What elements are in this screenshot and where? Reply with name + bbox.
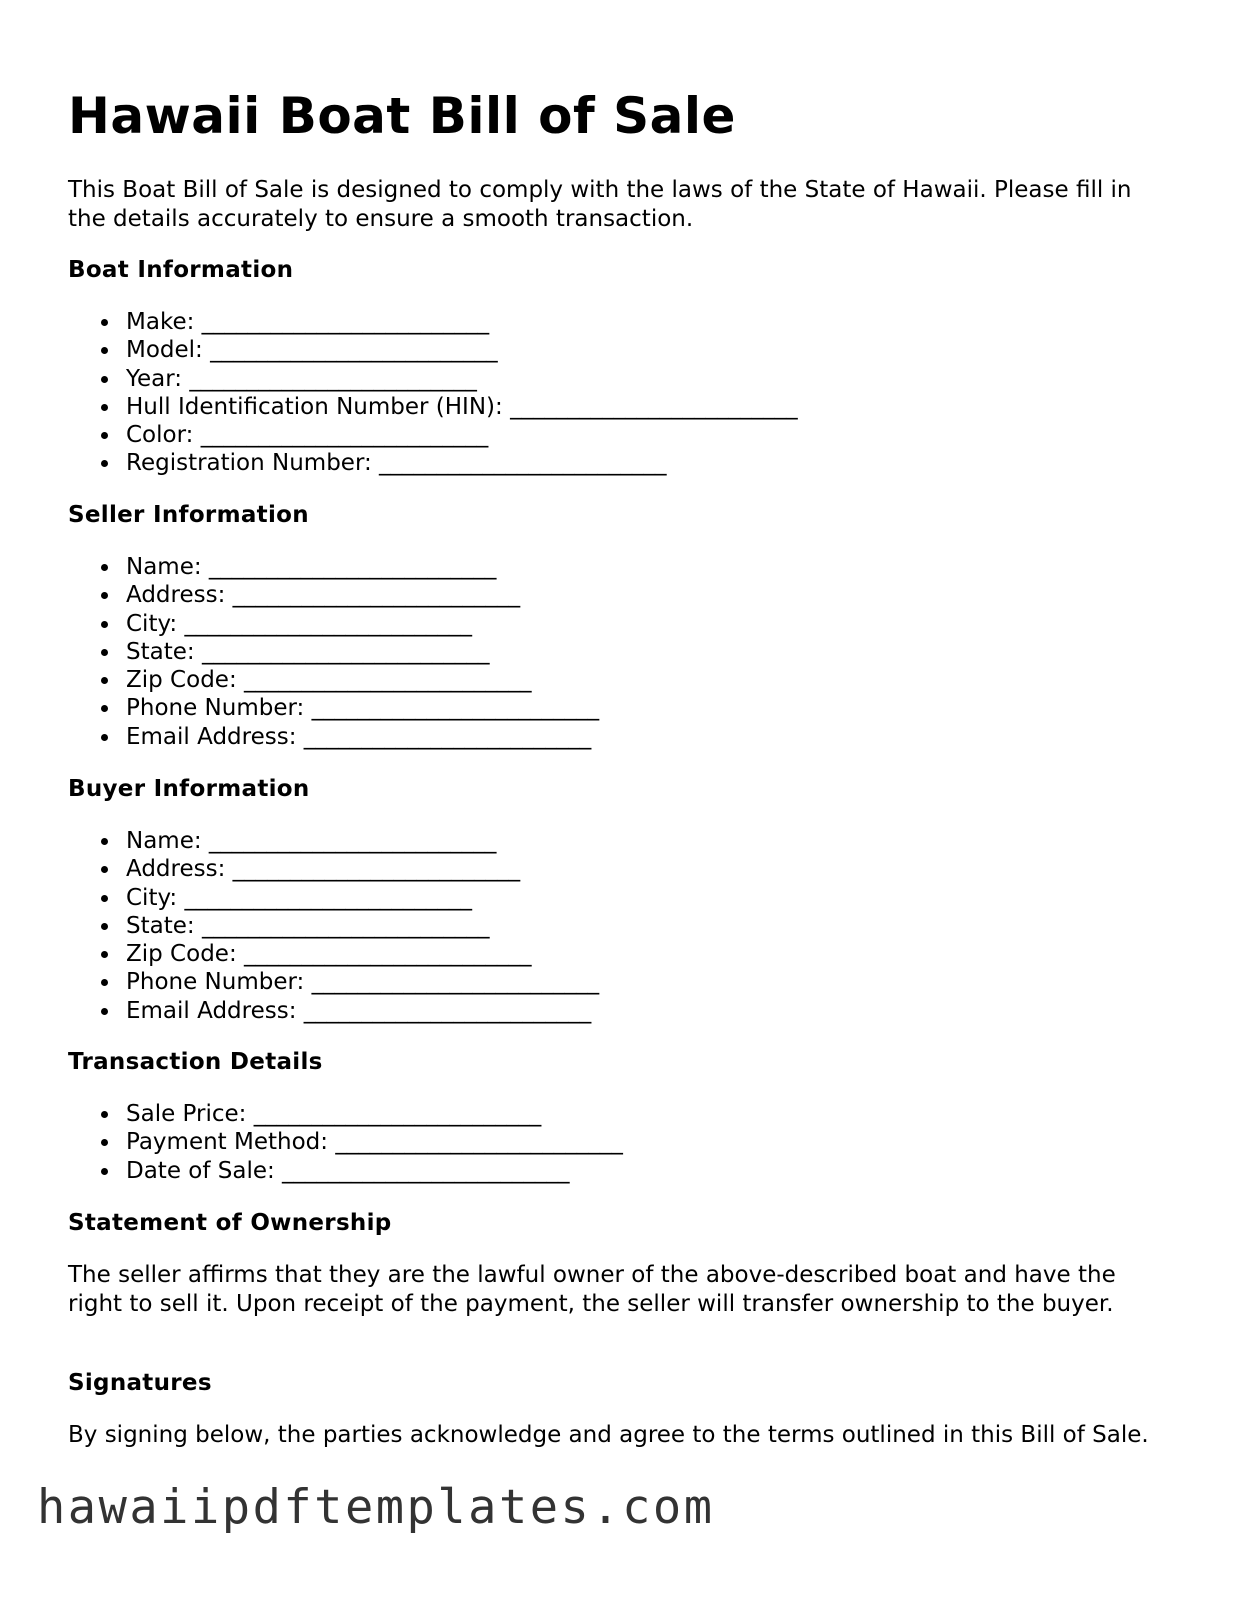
- boat-year-field: Year: _________________________: [68, 365, 1168, 393]
- seller-name-field: Name: _________________________: [68, 553, 1168, 581]
- page-title: Hawaii Boat Bill of Sale: [68, 87, 736, 145]
- buyer-information-list: [68, 827, 1168, 1025]
- boat-make-field: Make: _________________________: [68, 308, 1168, 336]
- ownership-section: [68, 1209, 1168, 1318]
- seller-state-field: State: _________________________: [68, 638, 1168, 666]
- watermark-text: hawaiipdftemplates.com: [37, 1480, 715, 1535]
- seller-city-field: City: _________________________: [68, 610, 1168, 638]
- boat-information-section: [68, 256, 1168, 478]
- signatures-heading: Signatures: [68, 1370, 212, 1396]
- intro-paragraph: This Boat Bill of Sale is designed to comply with the laws of the State of Hawaii. Please fill in the details accurately to ensure a smooth transaction.: [68, 177, 1132, 232]
- boat-registration-field: Registration Number: _________________________: [68, 449, 1168, 477]
- sale-price-field: Sale Price: _________________________: [68, 1100, 1168, 1128]
- seller-address-field: Address: _________________________: [68, 581, 1168, 609]
- seller-phone-field: Phone Number: _________________________: [68, 694, 1168, 722]
- buyer-name-field: Name: _________________________: [68, 827, 1168, 855]
- buyer-zip-field: Zip Code: _________________________: [68, 940, 1168, 968]
- date-of-sale-field: Date of Sale: _________________________: [68, 1157, 1168, 1185]
- buyer-phone-field: Phone Number: _________________________: [68, 968, 1168, 996]
- transaction-details-list: [68, 1100, 1168, 1185]
- transaction-details-section: [68, 1048, 1168, 1185]
- seller-information-section: [68, 501, 1168, 751]
- ownership-paragraph: The seller affirms that they are the lawful owner of the above-described boat and have the right to sell it. Upon receipt of the payment, the seller will transfer ownership to the buyer.: [68, 1262, 1116, 1317]
- buyer-email-field: Email Address: _________________________: [68, 997, 1168, 1025]
- boat-information-heading: Boat Information: [68, 257, 294, 283]
- transaction-details-heading: Transaction Details: [68, 1049, 323, 1075]
- buyer-information-section: [68, 775, 1168, 1025]
- buyer-city-field: City: _________________________: [68, 884, 1168, 912]
- buyer-address-field: Address: _________________________: [68, 855, 1168, 883]
- payment-method-field: Payment Method: _________________________: [68, 1128, 1168, 1156]
- signatures-section: [68, 1369, 1168, 1450]
- seller-information-list: [68, 553, 1168, 751]
- seller-information-heading: Seller Information: [68, 502, 309, 528]
- boat-information-list: [68, 308, 1168, 478]
- boat-color-field: Color: _________________________: [68, 421, 1168, 449]
- buyer-state-field: State: _________________________: [68, 912, 1168, 940]
- seller-zip-field: Zip Code: _________________________: [68, 666, 1168, 694]
- buyer-information-heading: Buyer Information: [68, 776, 310, 802]
- boat-model-field: Model: _________________________: [68, 336, 1168, 364]
- ownership-heading: Statement of Ownership: [68, 1210, 392, 1236]
- boat-hin-field: Hull Identification Number (HIN): _________________________: [68, 393, 1168, 421]
- seller-email-field: Email Address: _________________________: [68, 723, 1168, 751]
- signatures-paragraph: By signing below, the parties acknowledge and agree to the terms outlined in this Bill of Sale.: [68, 1422, 1149, 1448]
